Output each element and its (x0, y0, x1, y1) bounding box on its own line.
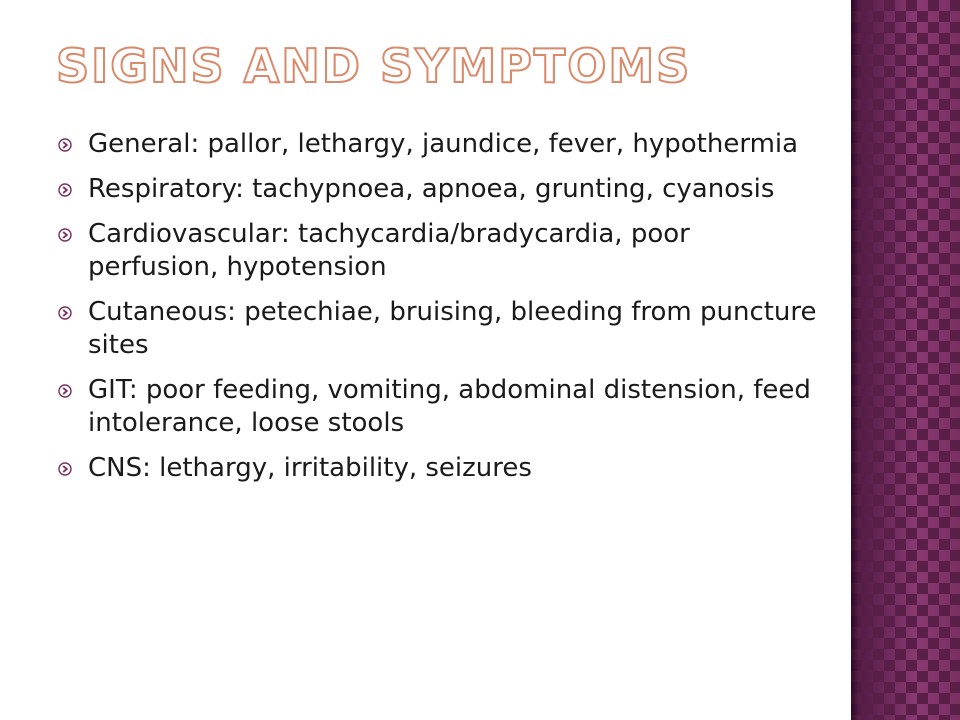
decorative-side-band (851, 0, 960, 720)
bullet-text: Cardiovascular: tachycardia/bradycardia, poor perfusion, hypotension (88, 219, 690, 282)
bullet-item (58, 173, 818, 206)
circled-arrow-icon (58, 183, 72, 197)
bullet-item (58, 296, 818, 362)
bullet-list (58, 128, 818, 497)
bullet-text: CNS: lethargy, irritability, seizures (88, 453, 532, 483)
bullet-text: GIT: poor feeding, vomiting, abdominal distension, feed intolerance, loose stools (88, 375, 811, 438)
slide-title: SIGNS AND SYMPTOMS (56, 39, 692, 93)
circled-arrow-icon (58, 384, 72, 398)
circled-arrow-icon (58, 462, 72, 476)
bullet-text: Respiratory: tachypnoea, apnoea, grunting, cyanosis (88, 174, 775, 204)
bullet-item (58, 452, 818, 485)
bullet-text: Cutaneous: petechiae, bruising, bleeding from puncture sites (88, 297, 817, 360)
bullet-text: General: pallor, lethargy, jaundice, fever, hypothermia (88, 129, 799, 159)
bullet-item (58, 374, 818, 440)
bullet-item (58, 128, 818, 161)
circled-arrow-icon (58, 306, 72, 320)
bullet-item (58, 218, 818, 284)
circled-arrow-icon (58, 228, 72, 242)
circled-arrow-icon (58, 138, 72, 152)
